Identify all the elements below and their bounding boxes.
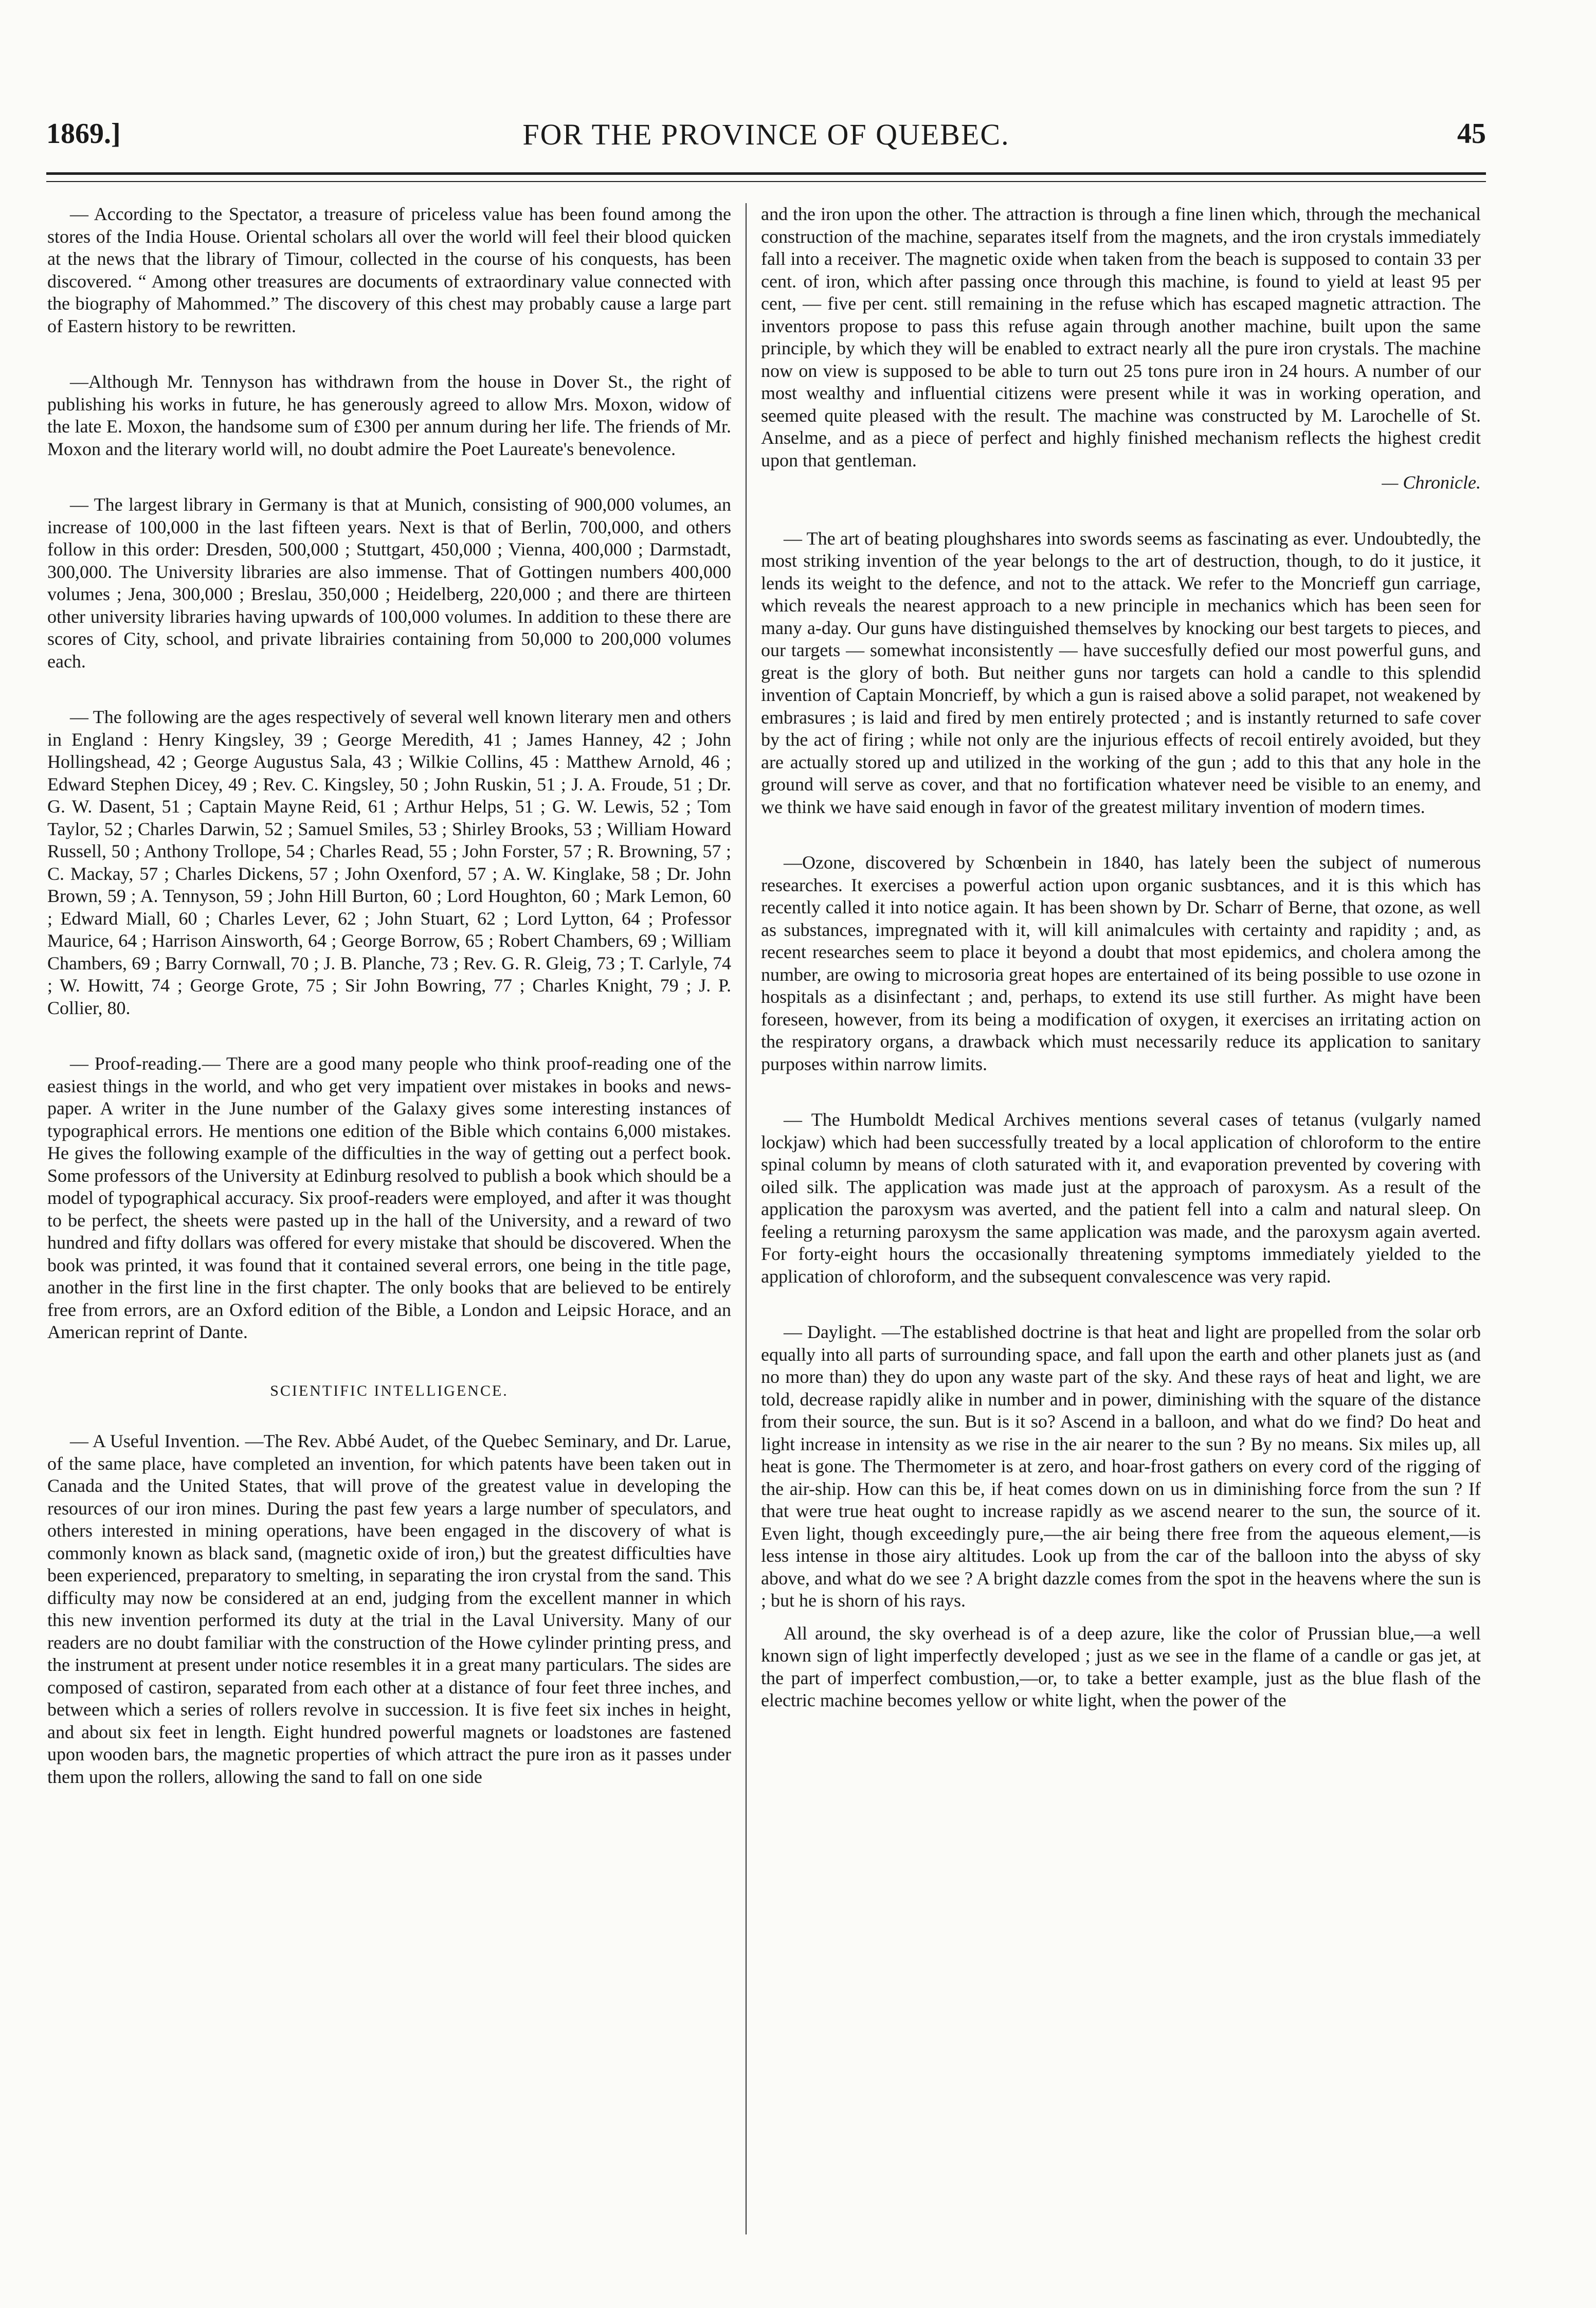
article-tetanus: — The Humboldt Medical Archives mentions several cases of tetanus (vulgarly named lockjaw) which had been successfully treated by a local application of chloroform to the entire spinal column by means of cloth saturated with it, and evaporation prevented by covering with oiled silk. The application was made just at the approach of paroxysm. As a result of the application the paroxysm was averted, and the patient fell into a calm and natural sleep. On feeling a returning paroxysm the same application was made, and the paroxysm again averted. For forty-eight hours the occasionally threatening symptoms immediately yielded to the application of chloroform, and the subsequent convalescence was very rapid.: [761, 1109, 1481, 1287]
header-rule-thin: [46, 181, 1486, 182]
header-page-number: 45: [1457, 118, 1486, 150]
article-tennyson: —Although Mr. Tennyson has withdrawn from the house in Dover St., the right of publishing his works in future, he has generously agreed to allow Mrs. Moxon, widow of the late E. Moxon, the handsome sum of £300 per annum during her life. The friends of Mr. Moxon and the literary world will, no doubt admire the Poet Laureate's benevolence.: [47, 371, 731, 459]
article-spectator: — According to the Spectator, a treasure of priceless value has been found among the stores of the India House. Oriental scholars all over the world will feel their blood quicken at the news that the library of Timour, collected in the course of his conquests, has been discovered. “ Among other treasures are documents of extraordinary value connected with the biography of Mahommed.” The discovery of this chest may probably cause a large part of Eastern history to be rewritten.: [47, 204, 731, 336]
header-title: FOR THE PROVINCE OF QUEBEC.: [522, 118, 1010, 151]
article-daylight: — Daylight. —The established doctrine is that heat and light are propelled from the solar orb equally into all parts of surrounding space, and fall upon the earth and other planets just as (and no more than) they do upon any waste part of the sky. And these rays of heat and light, we are told, decrease rapidly alike in number and in power, diminishing with the square of the distance from their source, the sun. But is it so? Ascend in a balloon, and what do we find? Do heat and light increase in intensity as we rise in the air nearer to the sun ? By no means. Six miles up, all heat is gone. The Thermometer is at zero, and hoar-frost gathers on every cord of the rigging of the air-ship. How can this be, if heat comes down on us in diminishing force from the sun ? If that were true heat ought to increase rapidly as we ascend nearer to the sun, the source of it. Even light, though exceedingly pure,—the air being there free from the aqueous element,—is less intense in those airy altitudes. Look up from the car of the balloon into the abyss of sky above, and what do we see ? A bright dazzle comes from the spot in the heavens where the sun is ; but he is shorn of his rays.: [761, 1322, 1481, 1611]
article-signature: — Chronicle.: [1382, 472, 1481, 493]
page-header: [46, 117, 1486, 174]
section-heading: SCIENTIFIC INTELLIGENCE.: [270, 1382, 509, 1399]
header-rule-thick: [46, 172, 1486, 175]
column-divider: [746, 203, 747, 2234]
header-year: 1869.]: [46, 118, 121, 150]
article-moncrieff-gun: — The art of beating ploughshares into swords seems as fascinating as ever. Undoubtedly, the most striking invention of the year belongs to the art of destruction, though, to do it justice, it lends its weight to the defence, and not to the attack. We refer to the Moncrieff gun carriage, which reveals the nearest approach to a new principle in mechanics which has been seen for many a-day. Our guns have distinguished themselves by knocking our best targets to pieces, and our targets — somewhat inconsistently — have succesfully defied our most powerful guns, and great is the glory of both. But neither guns nor targets can hold a candle to this splendid invention of Captain Moncrieff, by which a gun is raised above a solid parapet, not weakened by embrasures ; is laid and fired by men entirely protected ; and is instantly returned to safe cover by the act of firing ; while not only are the injurious effects of recoil entirely avoided, but they are actually stored up and utilized in the working of the gun ; add to this that any hole in the ground will serve as cover, and that no fortification whatever need be visible to an enemy, and we think we have said enough in favor of the greatest military invention of modern times.: [761, 528, 1481, 817]
article-proof-reading: — Proof-reading.— There are a good many people who think proof-reading one of the easiest things in the world, and who get very impatient over mistakes in books and news-paper. A writer in the June number of the Galaxy gives some interesting instances of typographical errors. He mentions one edition of the Bible which contains 6,000 mistakes. He gives the following example of the difficulties in the way of getting out a perfect book. Some professors of the University at Edinburg resolved to publish a book which should be a model of typographical accuracy. Six proof-readers were employed, and after it was thought to be perfect, the sheets were pasted up in the hall of the University, and a reward of two hundred and fifty dollars was offered for every mistake that should be discovered. When the book was printed, it was found that it contained several errors, one being in the title page, another in the first line in the first chapter. The only books that are believed to be entirely free from errors, are an Oxford edition of the Bible, a London and Leipsic Horace, and an American reprint of Dante.: [47, 1053, 731, 1342]
article-useful-invention-continued: and the iron upon the other. The attraction is through a fine linen which, through the mechanical construction of the machine, separates itself from the magnets, and the iron crystals immediately fall into a receiver. The magnetic oxide when taken from the beach is supposed to contain 33 per cent. of iron, which after passing once through this machine, is found to yield at least 95 per cent, — five per cent. still remaining in the refuse which has escaped magnetic attraction. The inventors propose to pass this refuse again through another machine, built upon the same principle, by which they will be enabled to extract nearly all the pure iron crystals. The machine now on view is supposed to be able to turn out 25 tons pure iron in 24 hours. A number of our most wealthy and influential citizens were present while it was in working operation, and seemed quite pleased with the result. The machine was constructed by M. Larochelle of St. Anselme, and as a piece of perfect and highly finished mechanism reflects the highest credit upon that gentleman.: [761, 204, 1481, 471]
article-ages-literary-men: — The following are the ages respectively of several well known literary men and others in England : Henry Kingsley, 39 ; George Meredith, 41 ; James Hanney, 42 ; John Hollingshead, 42 ; George Augustus Sala, 43 ; Wilkie Collins, 45 : Matthew Arnold, 46 ; Edward Stephen Dicey, 49 ; Rev. C. Kingsley, 50 ; John Ruskin, 51 ; J. A. Froude, 51 ; Dr. G. W. Dasent, 51 ; Captain Mayne Reid, 61 ; Arthur Helps, 51 ; G. W. Lewis, 52 ; Tom Taylor, 52 ; Charles Darwin, 52 ; Samuel Smiles, 53 ; Shirley Brooks, 53 ; William Howard Russell, 50 ; Anthony Trollope, 54 ; Charles Read, 55 ; John Forster, 57 ; R. Browning, 57 ; C. Mackay, 57 ; Charles Dickens, 57 ; John Oxenford, 57 ; A. W. Kinglake, 58 ; Dr. John Brown, 59 ; A. Tennyson, 59 ; John Hill Burton, 60 ; Lord Houghton, 60 ; Mark Lemon, 60 ; Edward Miall, 60 ; Charles Lever, 62 ; John Stuart, 62 ; Lord Lytton, 64 ; Professor Maurice, 64 ; Harrison Ainsworth, 64 ; George Borrow, 65 ; Robert Chambers, 69 ; William Chambers, 69 ; Barry Cornwall, 70 ; J. B. Planche, 73 ; Rev. G. R. Gleig, 73 ; T. Carlyle, 74 ; W. Howitt, 74 ; George Grote, 75 ; Sir John Bowring, 77 ; Charles Knight, 79 ; J. P. Collier, 80.: [47, 707, 731, 1018]
article-daylight-continued: All around, the sky overhead is of a deep azure, like the color of Prussian blue,—a well known sign of light imperfectly developed ; just as we see in the flame of a candle or gas jet, at the part of imperfect combustion,—or, to take a better example, just as the blue flash of the electric machine becomes yellow or white light, when the power of the: [761, 1622, 1481, 1710]
article-useful-invention: — A Useful Invention. —The Rev. Abbé Audet, of the Quebec Seminary, and Dr. Larue, of the same place, have completed an invention, for which patents have been taken out in Canada and the United States, that will prove of the greatest value in developing the resources of our iron mines. During the past few years a large number of speculators, and others interested in mining operations, have been engaged in the discovery of what is commonly known as black sand, (magnetic oxide of iron,) but the greatest difficulties have been experienced, preparatory to smelting, in separating the iron crystal from the sand. This difficulty may now be considered at an end, judging from the excellent manner in which this new invention performed its duty at the trial in the Laval University. Many of our readers are no doubt familiar with the construction of the Howe cylinder printing press, and the instrument at present under notice resembles it in a great many particulars. The sides are composed of castiron, separated from each other at a distance of four feet three inches, and between which a series of rollers revolve in succession. It is five feet six inches in height, and about six feet in length. Eight hundred powerful magnets or loadstones are fastened upon wooden bars, the magnetic properties of which attract the pure iron as it passes under them upon the rollers, allowing the sand to fall on one side: [47, 1431, 731, 1787]
left-column: [47, 203, 731, 1788]
right-column: [761, 203, 1481, 1712]
article-german-libraries: — The largest library in Germany is that at Munich, consisting of 900,000 volumes, an increase of 100,000 in the last fifteen years. Next is that of Berlin, 700,000, and others follow in this order: Dresden, 500,000 ; Stuttgart, 450,000 ; Vienna, 400,000 ; Darmstadt, 300,000. The University libraries are also immense. That of Gottingen numbers 400,000 volumes ; Jena, 300,000 ; Breslau, 350,000 ; Heidelberg, 220,000 ; and there are thirteen other university libraries having upwards of 100,000 volumes. In addition to these there are scores of City, school, and private librairies containing from 50,000 to 200,000 volumes each.: [47, 494, 731, 672]
article-ozone: —Ozone, discovered by Schœnbein in 1840, has lately been the subject of numerous researches. It exercises a powerful action upon organic susbtances, and it is this which has recently called it into notice again. It has been shown by Dr. Scharr of Berne, that ozone, as well as substances, impregnated with it, will kill animalcules with certainty and rapidity ; and, as recent researches seem to place it beyond a doubt that most epidemics, and cholera among the number, are owing to microsoria great hopes are entertained of its being possible to use ozone in hospitals as a disinfectant ; and, perhaps, to extend its use still further. As might have been foreseen, however, from its being a modification of oxygen, it exercises an irritating action on the respiratory organs, a drawback which must necessarily reduce its application to sanitary purposes within narrow limits.: [761, 852, 1481, 1074]
